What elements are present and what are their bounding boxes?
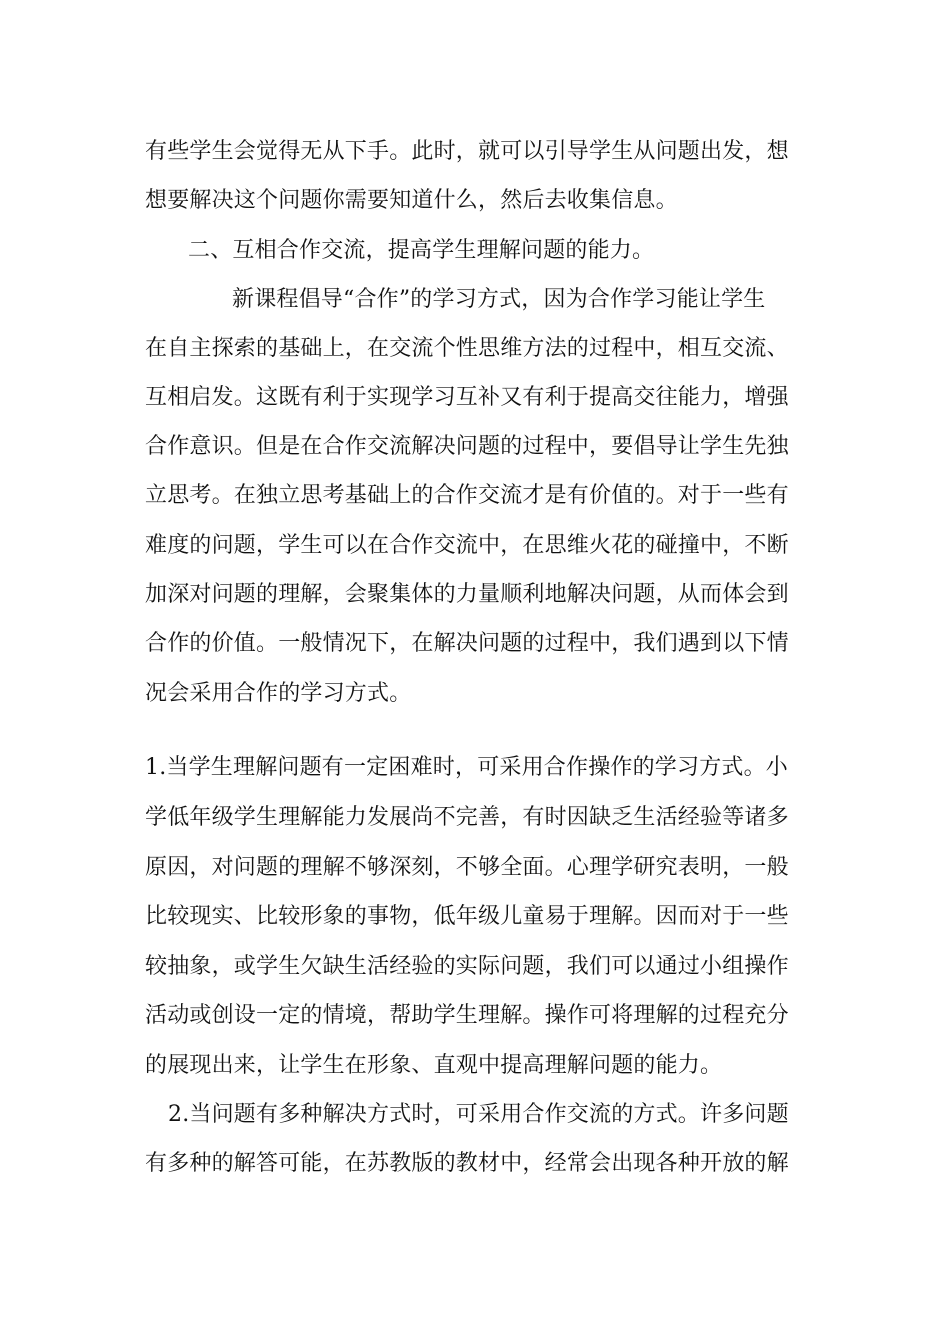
- text-line: 的展现出来，让学生在形象、直观中提高理解问题的能力。: [145, 1053, 723, 1078]
- text-line: 互相启发。这既有利于实现学习互补又有利于提高交往能力，增强: [145, 385, 789, 410]
- text-line: 加深对问题的理解，会聚集体的力量顺利地解决问题，从而体会到: [145, 582, 789, 607]
- text-line: 新课程倡导“合作”的学习方式，因为合作学习能让学生: [232, 287, 766, 312]
- text-line: 在自主探索的基础上，在交流个性思维方法的过程中，相互交流、: [145, 336, 789, 361]
- text-line: 原因，对问题的理解不够深刻，不够全面。心理学研究表明，一般: [145, 855, 789, 880]
- text-line: 1.当学生理解问题有一定困难时，可采用合作操作的学习方式。小: [145, 755, 788, 780]
- section-heading: 二、互相合作交流，提高学生理解问题的能力。: [188, 238, 655, 263]
- text-line: 有多种的解答可能，在苏教版的教材中，经常会出现各种开放的解: [145, 1151, 789, 1176]
- text-line: 合作的价值。一般情况下，在解决问题的过程中，我们遇到以下情: [145, 631, 789, 656]
- text-line: 想要解决这个问题你需要知道什么，然后去收集信息。: [145, 188, 678, 213]
- text-line: 况会采用合作的学习方式。: [145, 681, 412, 706]
- text-line: 学低年级学生理解能力发展尚不完善，有时因缺乏生活经验等诸多: [145, 805, 789, 830]
- text-line: 2.当问题有多种解决方式时，可采用合作交流的方式。许多问题: [168, 1102, 789, 1127]
- text-line: 有些学生会觉得无从下手。此时，就可以引导学生从问题出发，想: [145, 139, 789, 164]
- text-line: 比较现实、比较形象的事物，低年级儿童易于理解。因而对于一些: [145, 904, 789, 929]
- text-line: 较抽象，或学生欠缺生活经验的实际问题，我们可以通过小组操作: [145, 954, 789, 979]
- text-line: 难度的问题，学生可以在合作交流中，在思维火花的碰撞中，不断: [145, 533, 789, 558]
- text-line: 合作意识。但是在合作交流解决问题的过程中，要倡导让学生先独: [145, 434, 789, 459]
- text-line: 活动或创设一定的情境，帮助学生理解。操作可将理解的过程充分: [145, 1003, 789, 1028]
- text-line: 立思考。在独立思考基础上的合作交流才是有价值的。对于一些有: [145, 483, 789, 508]
